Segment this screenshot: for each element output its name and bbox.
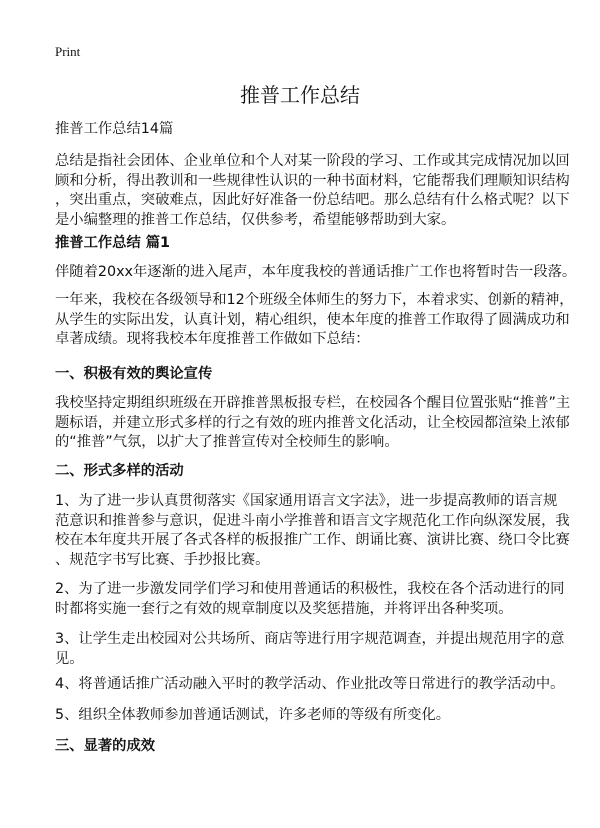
- list-item-2: [55, 580, 565, 619]
- text-line: ，突出重点，突破难点，因此好好准备一份总结吧。那么总结有什么格式呢？以下: [55, 192, 570, 208]
- subtitle: 推普工作总结14篇: [55, 121, 174, 137]
- text-line: 3、让学生走出校园对公共场所、商店等进行用字规范调查，并提出规范用字的意: [55, 631, 565, 647]
- heading-2: 二、形式多样的活动: [55, 463, 184, 479]
- list-item-4: [55, 675, 565, 695]
- text-line: 伴随着20xx年逐渐的进入尾声，本年度我校的普通话推广工作也将暂时告一段落。: [55, 264, 577, 280]
- text-line: 校在本年度共开展了各式各样的板报推广工作、朗诵比赛、演讲比赛、绕口令比赛: [55, 532, 570, 548]
- text-line: 卓著成绩。现将我校本年度推普工作做如下总结：: [55, 331, 370, 347]
- list-item-1: [55, 492, 570, 570]
- list-item-5: [55, 706, 555, 726]
- list-item-3: [55, 630, 565, 669]
- text-line: 范意识和推普参与意识，促进斗南小学推普和语言文字规范化工作向纵深发展，我: [55, 512, 570, 529]
- text-line: 、规范字书写比赛、手抄报比赛。: [55, 551, 270, 568]
- text-line: 是小编整理的推普工作总结，仅供参考，希望能够帮助到大家。: [55, 211, 456, 228]
- paragraph-3: [55, 394, 571, 453]
- print-link[interactable]: Print: [55, 44, 81, 59]
- text-line: 题标语，并建立形式多样的行之有效的班内推普文化活动，让全校园都渲染上浓郁: [55, 414, 570, 431]
- text-line: 一年来，我校在各级领导和12个班级全体师生的努力下，本着求实、创新的精神，: [55, 292, 574, 308]
- text-line: 4、将普通话推广活动融入平时的教学活动、作业批改等日常进行的教学活动中。: [55, 676, 565, 692]
- paragraph-2: [55, 291, 574, 350]
- text-line: 总结是指社会团体、企业单位和个人对某一阶段的学习、工作或其完成情况加以回: [55, 153, 570, 169]
- page-title: 推普工作总结: [240, 83, 360, 107]
- text-line: 2、为了进一步激发同学们学习和使用普通话的积极性，我校在各个活动进行的同: [55, 581, 565, 597]
- text-line: 我校坚持定期组织班级在开辟推普黑板报专栏，在校园各个醒目位置张贴“推普”主: [55, 395, 571, 411]
- text-line: 时都将实施一套行之有效的规章制度以及奖惩措施，并将评出各种奖项。: [55, 600, 513, 617]
- paragraph-1: [55, 263, 577, 283]
- text-line: 从学生的实际出发，认真计划，精心组织，使本年度的推普工作取得了圆满成功和: [55, 311, 570, 328]
- intro-paragraph: [55, 152, 570, 230]
- text-line: 顾和分析，得出教训和一些规律性认识的一种书面材料，它能帮我们理顺知识结构: [55, 172, 570, 189]
- heading-1: 一、积极有效的舆论宣传: [55, 366, 213, 382]
- text-line: 1、为了进一步认真贯彻落实《国家通用语言文字法》，进一步提高教师的语言规: [55, 493, 558, 509]
- heading-3: 三、显著的成效: [55, 738, 156, 754]
- text-line: 5、组织全体教师参加普通话测试，许多老师的等级有所变化。: [55, 707, 451, 723]
- text-line: 的“推普”气氛，以扩大了推普宣传对全校师生的影响。: [55, 434, 399, 450]
- text-line: 见。: [55, 650, 84, 667]
- section-title: 推普工作总结 篇1: [55, 235, 171, 251]
